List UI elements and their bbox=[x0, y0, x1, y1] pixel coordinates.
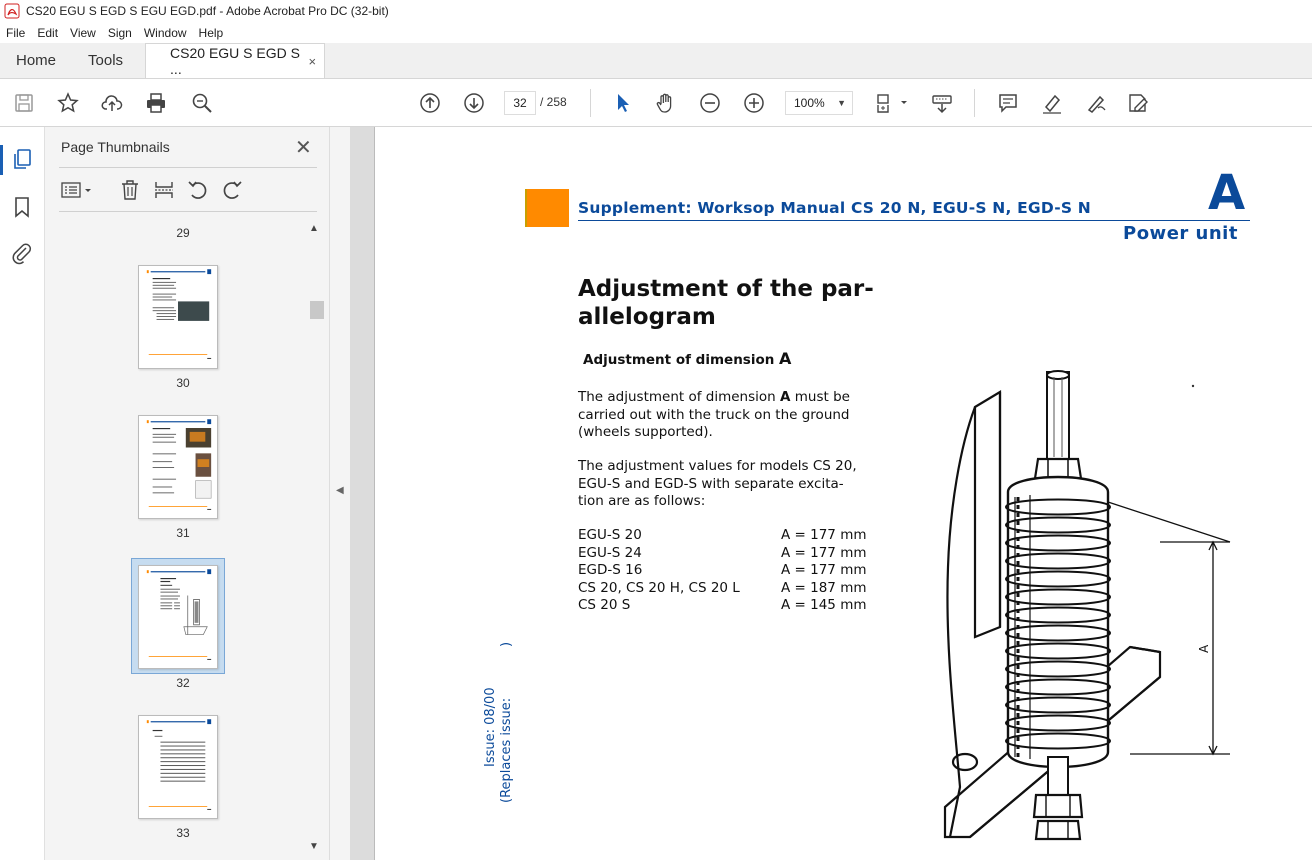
tab-tools[interactable]: Tools bbox=[88, 52, 124, 69]
thumbnails-panel bbox=[45, 127, 330, 860]
panel-close-icon[interactable]: ✕ bbox=[295, 137, 312, 159]
bookmarks-icon[interactable] bbox=[10, 195, 34, 219]
thumbnail-label: 30 bbox=[176, 376, 190, 390]
upload-icon[interactable] bbox=[100, 91, 124, 115]
thumbnail-list bbox=[59, 219, 307, 857]
highlight-icon[interactable] bbox=[1040, 91, 1064, 115]
thumbnail-label: 33 bbox=[176, 826, 190, 840]
thumbnail-options-icon[interactable] bbox=[61, 179, 95, 201]
spec-value: A = 177 mm bbox=[781, 544, 867, 561]
zoom-out-icon[interactable] bbox=[698, 91, 722, 115]
zoom-in-icon[interactable] bbox=[742, 91, 766, 115]
spec-model: CS 20, CS 20 H, CS 20 L bbox=[578, 579, 740, 596]
tab-home[interactable]: Home bbox=[16, 52, 57, 69]
zoom-value: 100% bbox=[794, 96, 825, 110]
window-titlebar bbox=[0, 0, 1312, 22]
rotate-left-icon[interactable] bbox=[187, 179, 209, 201]
para1-line1-pre: The adjustment of dimension bbox=[578, 389, 780, 405]
subtitle bbox=[583, 349, 791, 368]
menu-help[interactable]: Help bbox=[198, 25, 224, 40]
draw-icon[interactable] bbox=[1084, 91, 1108, 115]
bookmark-star-icon[interactable] bbox=[56, 91, 80, 115]
pdf-page bbox=[374, 127, 1312, 860]
prev-page-icon[interactable] bbox=[418, 91, 442, 115]
tab-document[interactable] bbox=[145, 43, 325, 78]
menu-window[interactable]: Window bbox=[143, 25, 187, 40]
next-page-icon[interactable] bbox=[462, 91, 486, 115]
panel-divider-2 bbox=[59, 211, 317, 212]
thumbnail-page[interactable] bbox=[138, 265, 218, 369]
issue-date: Issue: 08/00 bbox=[483, 687, 498, 767]
subtitle-text: Adjustment of dimension bbox=[583, 352, 780, 368]
hand-icon[interactable] bbox=[654, 91, 678, 115]
para1-line2: carried out with the truck on the ground bbox=[578, 406, 850, 423]
main-toolbar bbox=[0, 79, 1312, 127]
subtitle-letter: A bbox=[779, 349, 792, 368]
thumbnail-page-selected[interactable] bbox=[138, 565, 218, 669]
document-header: Supplement: Worksop Manual CS 20 N, EGU-S N, EGD-S N bbox=[578, 199, 1091, 217]
delete-page-icon[interactable] bbox=[119, 179, 141, 201]
navigation-rail bbox=[0, 127, 45, 860]
collapse-panel-icon[interactable]: ◀ bbox=[336, 485, 344, 496]
select-cursor-icon[interactable] bbox=[610, 91, 634, 115]
spec-model: CS 20 S bbox=[578, 597, 631, 613]
tab-document-label: CS20 EGU S EGD S ... bbox=[170, 45, 300, 77]
scroll-down-icon[interactable]: ▼ bbox=[309, 841, 319, 852]
panel-divider bbox=[59, 167, 317, 168]
thumbnail-page[interactable] bbox=[138, 415, 218, 519]
acrobat-logo-icon bbox=[4, 3, 20, 19]
page-title bbox=[578, 275, 874, 331]
menu-sign[interactable]: Sign bbox=[107, 25, 132, 40]
page-thumbnails-icon[interactable] bbox=[10, 147, 34, 171]
extract-page-icon[interactable] bbox=[153, 179, 175, 201]
header-rule bbox=[578, 220, 1250, 221]
fill-sign-icon[interactable] bbox=[1126, 91, 1150, 115]
para1-line3: (wheels supported). bbox=[578, 424, 713, 440]
dimension-label: A bbox=[1197, 644, 1211, 653]
save-icon[interactable] bbox=[12, 91, 36, 115]
panel-title: Page Thumbnails bbox=[61, 139, 170, 155]
para1-line1-post: must be bbox=[790, 389, 850, 405]
rail-active-marker bbox=[0, 145, 3, 175]
chevron-down-icon: ▼ bbox=[837, 98, 846, 108]
tab-close-icon[interactable]: × bbox=[308, 53, 317, 69]
attachments-icon[interactable] bbox=[10, 241, 34, 265]
section-letter: A bbox=[1208, 165, 1246, 221]
spec-model: EGU-S 24 bbox=[578, 544, 642, 561]
spec-value: A = 177 mm bbox=[781, 527, 867, 543]
thumbnail-label: 29 bbox=[176, 226, 190, 240]
spec-value: A = 177 mm bbox=[781, 562, 867, 578]
menu-bar bbox=[0, 22, 1312, 43]
zoom-dropdown[interactable] bbox=[785, 91, 853, 115]
scroll-mode-icon[interactable] bbox=[930, 91, 954, 115]
thumbnail-label: 31 bbox=[176, 526, 190, 540]
paragraph-2 bbox=[578, 458, 857, 511]
replaces-issue: (Replaces issue: bbox=[499, 697, 514, 803]
menu-view[interactable]: View bbox=[70, 25, 96, 40]
menu-file[interactable]: File bbox=[6, 25, 26, 40]
page-title-line1: Adjustment of the par- bbox=[578, 276, 874, 302]
header-orange-block bbox=[527, 189, 569, 227]
scroll-up-icon[interactable]: ▲ bbox=[309, 223, 319, 234]
menu-edit[interactable]: Edit bbox=[37, 25, 59, 40]
parallelogram-drawing bbox=[930, 367, 1312, 860]
page-title-line2: allelogram bbox=[578, 304, 716, 330]
paragraph-1 bbox=[578, 389, 850, 442]
para2-line2: EGU-S and EGD-S with separate excita- bbox=[578, 475, 844, 492]
spec-value: A = 187 mm bbox=[781, 579, 867, 596]
toolbar-divider-2 bbox=[974, 89, 975, 117]
window-title: CS20 EGU S EGD S EGU EGD.pdf - Adobe Acrobat Pro DC (32-bit) bbox=[26, 4, 389, 18]
spring-disc-stack bbox=[1006, 477, 1110, 767]
thumbnail-page[interactable] bbox=[138, 715, 218, 819]
para1-line1-bold: A bbox=[780, 389, 791, 405]
thumbnail-scrollbar[interactable] bbox=[307, 219, 323, 857]
spec-value: A = 145 mm bbox=[781, 597, 867, 613]
spec-model: EGU-S 20 bbox=[578, 527, 642, 543]
scrollbar-thumb[interactable] bbox=[310, 301, 324, 319]
panel-collapse-gutter[interactable] bbox=[330, 127, 350, 860]
page-number-input[interactable]: 32 bbox=[504, 91, 536, 115]
para2-line3: tion are as follows: bbox=[578, 493, 706, 509]
spec-model: EGD-S 16 bbox=[578, 562, 643, 578]
tab-bar bbox=[0, 43, 1312, 79]
print-icon[interactable] bbox=[144, 91, 168, 115]
replaces-issue-close: ) bbox=[499, 641, 514, 647]
document-viewport bbox=[350, 127, 1312, 860]
find-icon[interactable] bbox=[190, 91, 214, 115]
page-total: / 258 bbox=[540, 95, 567, 109]
thumbnail-label: 32 bbox=[176, 676, 190, 690]
toolbar-divider bbox=[590, 89, 591, 117]
para2-line1: The adjustment values for models CS 20, bbox=[578, 458, 857, 474]
page-fit-icon[interactable] bbox=[874, 91, 910, 115]
section-name: Power unit bbox=[1123, 223, 1238, 244]
rotate-right-icon[interactable] bbox=[221, 179, 243, 201]
comment-icon[interactable] bbox=[996, 91, 1020, 115]
